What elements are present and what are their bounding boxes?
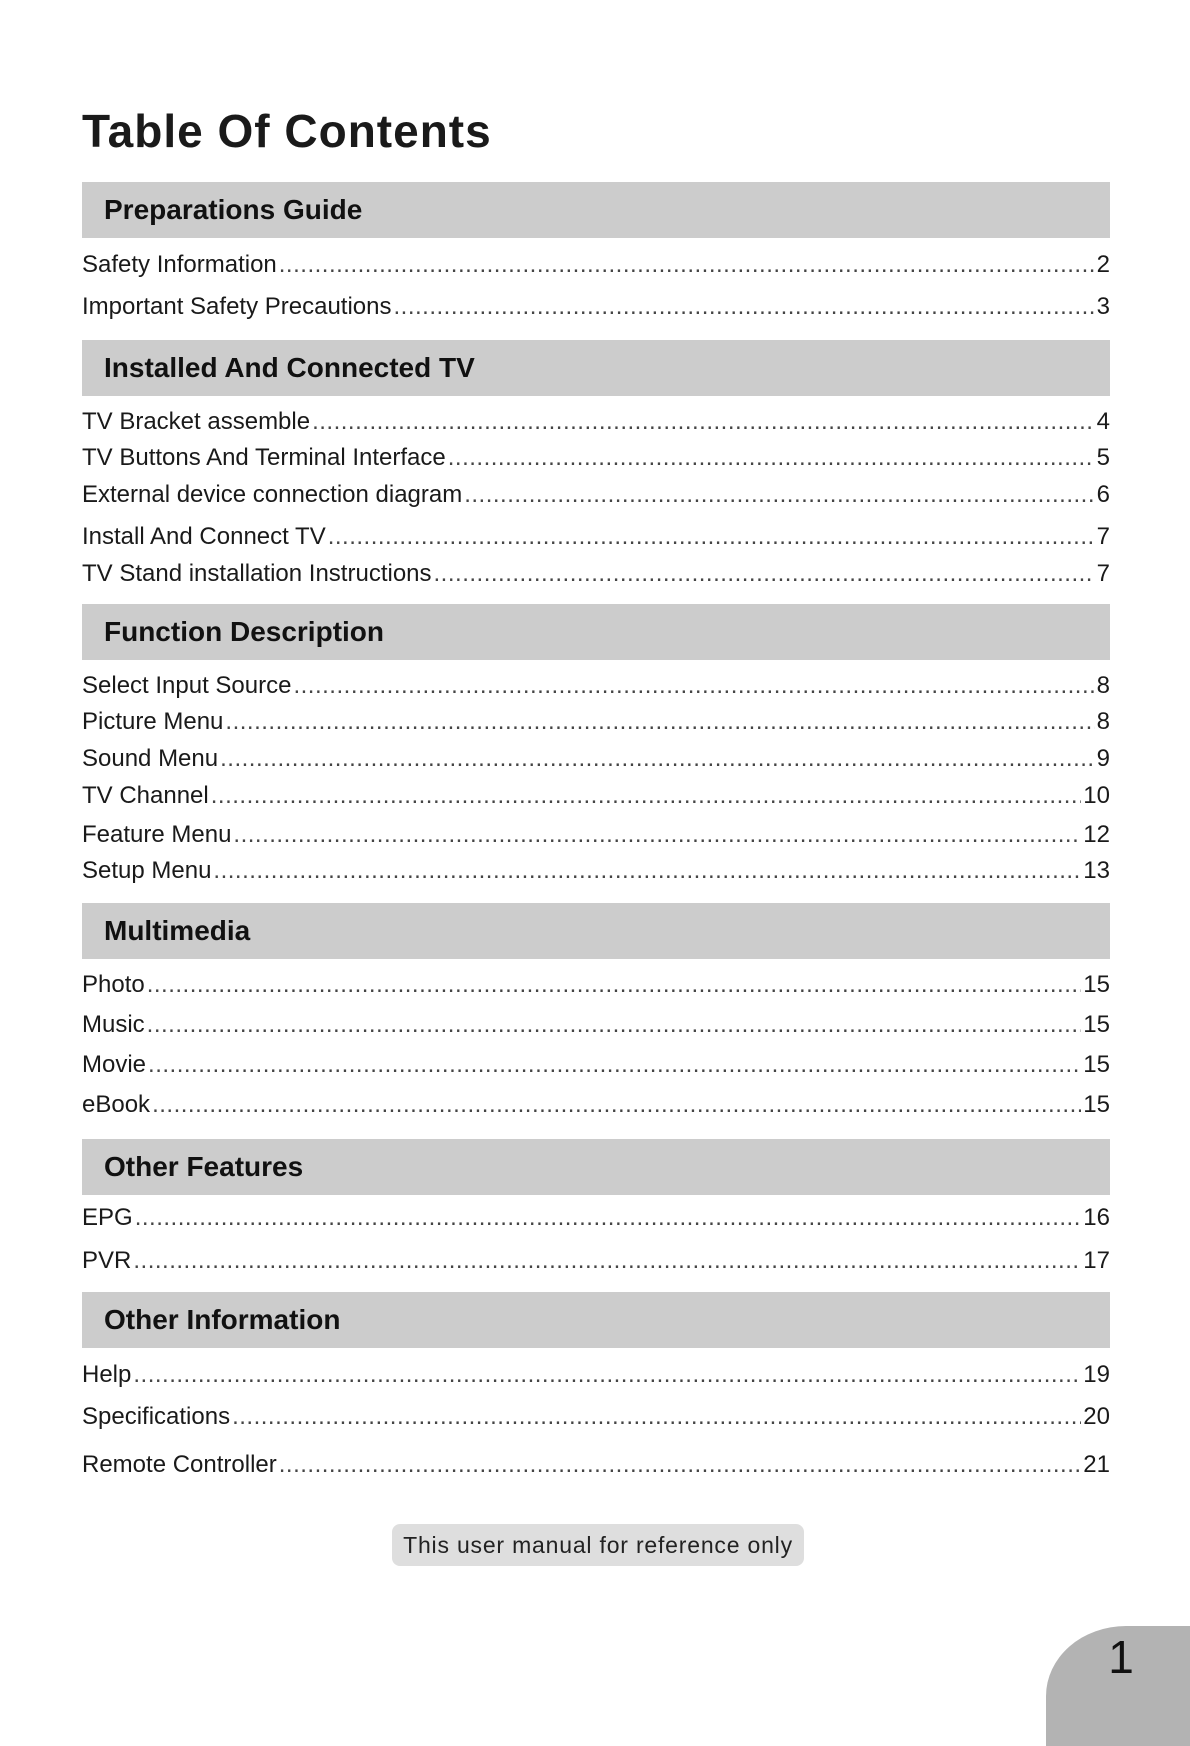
toc-entry-label: Help (82, 1361, 132, 1388)
toc-entry-page: 20 (1083, 1403, 1110, 1430)
section-header-preparations-guide: Preparations Guide (82, 182, 1110, 238)
toc-entry[interactable] (82, 480, 1110, 510)
toc-entry[interactable] (82, 970, 1110, 1000)
toc-entry-page: 12 (1083, 821, 1110, 848)
toc-entry-label: TV Stand installation Instructions (82, 560, 432, 587)
toc-entry-label: Select Input Source (82, 672, 292, 699)
toc-entry-label: TV Bracket assemble (82, 408, 311, 435)
toc-entry-label: Important Safety Precautions (82, 293, 392, 320)
toc-entry-label: Picture Menu (82, 708, 224, 735)
toc-entry[interactable] (82, 856, 1110, 886)
toc-entry-page: 5 (1096, 444, 1110, 471)
toc-entry-label: External device connection diagram (82, 481, 463, 508)
section-header-installed-and-connected-tv: Installed And Connected TV (82, 340, 1110, 396)
section-header-other-features: Other Features (82, 1139, 1110, 1195)
toc-entry-label: Feature Menu (82, 821, 232, 848)
toc-entry-page: 9 (1096, 745, 1110, 772)
toc-entry[interactable] (82, 1203, 1110, 1233)
toc-entry[interactable] (82, 443, 1110, 473)
toc-entry-label: EPG (82, 1204, 133, 1231)
dot-leader (293, 671, 1094, 701)
toc-entry-page: 13 (1083, 857, 1110, 884)
toc-entry[interactable] (82, 1246, 1110, 1276)
dot-leader (220, 744, 1095, 774)
toc-entry-page: 7 (1096, 523, 1110, 550)
toc-entry[interactable] (82, 1450, 1110, 1480)
toc-entry-label: Specifications (82, 1403, 231, 1430)
toc-entry-label: TV Buttons And Terminal Interface (82, 444, 446, 471)
toc-entry-label: Movie (82, 1051, 147, 1078)
toc-entry[interactable] (82, 1090, 1110, 1120)
toc-entry-page: 15 (1083, 971, 1110, 998)
toc-entry-label: PVR (82, 1247, 132, 1274)
dot-leader (211, 781, 1082, 811)
dot-leader (232, 1402, 1081, 1432)
dot-leader (133, 1246, 1081, 1276)
dot-leader (135, 1203, 1082, 1233)
toc-entry-page: 17 (1083, 1247, 1110, 1274)
toc-entry-label: Install And Connect TV (82, 523, 326, 550)
toc-entry-page: 10 (1083, 782, 1110, 809)
toc-entry-page: 6 (1096, 481, 1110, 508)
dot-leader (464, 480, 1094, 510)
toc-entry[interactable] (82, 407, 1110, 437)
toc-entry[interactable] (82, 781, 1110, 811)
dot-leader (233, 820, 1081, 850)
toc-entry-page: 19 (1083, 1361, 1110, 1388)
toc-entry-label: Sound Menu (82, 745, 219, 772)
toc-entry-page: 15 (1083, 1011, 1110, 1038)
toc-entry-label: eBook (82, 1091, 151, 1118)
toc-entry-label: Safety Information (82, 251, 277, 278)
toc-entry[interactable] (82, 744, 1110, 774)
reference-note: This user manual for reference only (392, 1524, 804, 1566)
toc-entry[interactable] (82, 1402, 1110, 1432)
dot-leader (448, 443, 1095, 473)
dot-leader (328, 522, 1095, 552)
page-number: 1 (1108, 1631, 1134, 1683)
toc-entry[interactable] (82, 1050, 1110, 1080)
dot-leader (394, 292, 1095, 322)
toc-entry-page: 16 (1083, 1204, 1110, 1231)
toc-entry-page: 15 (1083, 1051, 1110, 1078)
dot-leader (152, 1090, 1081, 1120)
toc-entry-page: 3 (1096, 293, 1110, 320)
toc-entry[interactable] (82, 671, 1110, 701)
toc-entry-label: Photo (82, 971, 145, 998)
toc-entry-page: 7 (1096, 560, 1110, 587)
toc-entry-page: 21 (1083, 1451, 1110, 1478)
toc-entry-page: 2 (1096, 251, 1110, 278)
section-header-multimedia: Multimedia (82, 903, 1110, 959)
dot-leader (279, 1450, 1082, 1480)
toc-entry-page: 8 (1096, 708, 1110, 735)
dot-leader (279, 250, 1095, 280)
toc-entry-page: 4 (1096, 408, 1110, 435)
dot-leader (147, 1010, 1082, 1040)
toc-entry[interactable] (82, 292, 1110, 322)
toc-entry-page: 8 (1096, 672, 1110, 699)
section-header-other-information: Other Information (82, 1292, 1110, 1348)
toc-entry[interactable] (82, 1360, 1110, 1390)
toc-entry[interactable] (82, 559, 1110, 589)
dot-leader (434, 559, 1095, 589)
dot-leader (133, 1360, 1081, 1390)
toc-entry[interactable] (82, 250, 1110, 280)
toc-entry-label: Setup Menu (82, 857, 212, 884)
dot-leader (312, 407, 1095, 437)
toc-entry-page: 15 (1083, 1091, 1110, 1118)
toc-entry[interactable] (82, 1010, 1110, 1040)
dot-leader (225, 707, 1094, 737)
toc-entry[interactable] (82, 522, 1110, 552)
dot-leader (213, 856, 1081, 886)
toc-entry-label: Remote Controller (82, 1451, 277, 1478)
dot-leader (147, 970, 1082, 1000)
toc-entry-label: TV Channel (82, 782, 209, 809)
toc-entry[interactable] (82, 820, 1110, 850)
dot-leader (148, 1050, 1081, 1080)
toc-entry[interactable] (82, 707, 1110, 737)
toc-entry-label: Music (82, 1011, 145, 1038)
page-title: Table Of Contents (82, 105, 492, 157)
section-header-function-description: Function Description (82, 604, 1110, 660)
